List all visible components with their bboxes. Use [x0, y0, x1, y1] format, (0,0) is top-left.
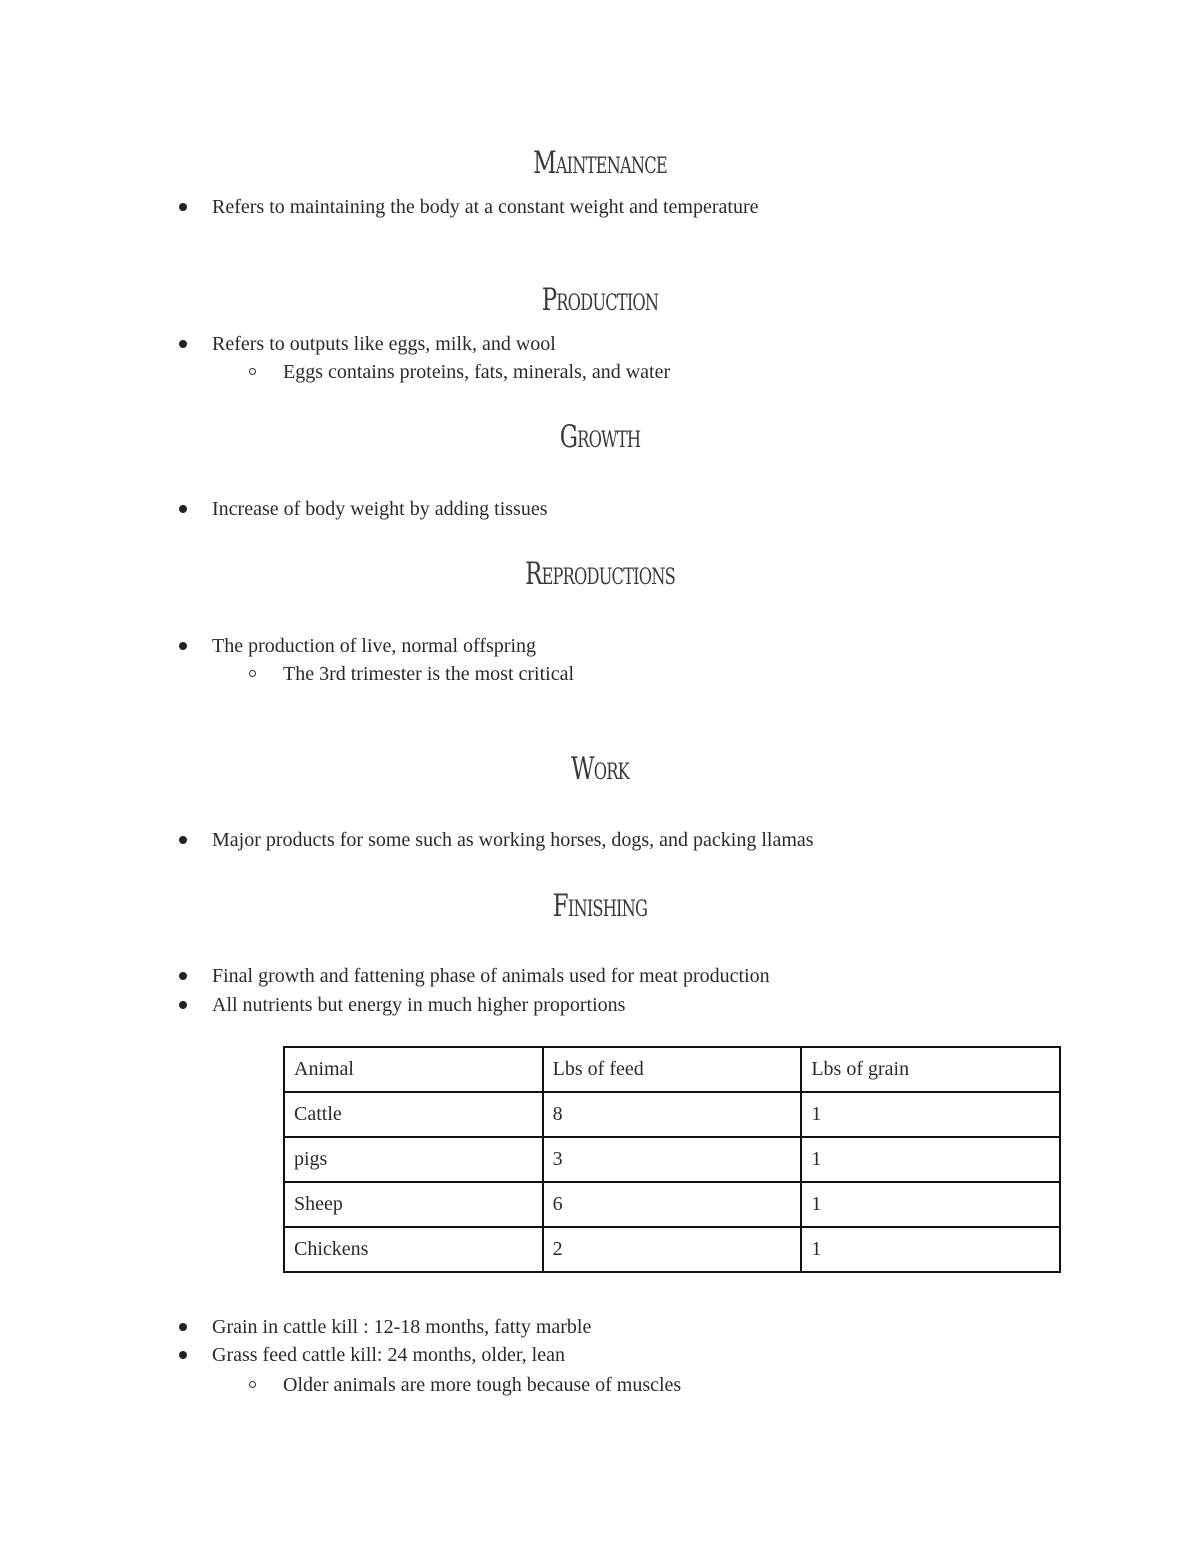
list-item: Grain in cattle kill : 12-18 months, fatty marble [212, 1316, 592, 1338]
table-cell: Chickens [284, 1227, 543, 1272]
table-cell: 8 [543, 1092, 802, 1137]
bullet-icon [179, 203, 187, 211]
table-cell: 1 [801, 1137, 1060, 1182]
list-item: All nutrients but energy in much higher proportions [212, 994, 626, 1016]
sub-bullet-icon [249, 368, 256, 375]
sub-list-item: Older animals are more tough because of muscles [283, 1374, 682, 1396]
table-row [284, 1137, 1060, 1182]
table-cell: Cattle [284, 1092, 543, 1137]
bullet-icon [179, 505, 187, 513]
heading-maintenance: Maintenance [533, 145, 667, 181]
table-row [284, 1227, 1060, 1272]
table-header-cell: Lbs of grain [801, 1047, 1060, 1092]
list-item: Final growth and fattening phase of animals used for meat production [212, 965, 770, 987]
heading-production: Production [541, 282, 659, 318]
sub-bullet-icon [249, 1381, 256, 1388]
feed-table [283, 1046, 1061, 1273]
bullet-icon [179, 836, 187, 844]
list-item: Refers to maintaining the body at a constant weight and temperature [212, 196, 759, 218]
bullet-icon [179, 642, 187, 650]
bullet-icon [179, 1351, 187, 1359]
bullet-icon [179, 1323, 187, 1331]
list-item: The production of live, normal offspring [212, 635, 537, 657]
sub-list-item: The 3rd trimester is the most critical [283, 663, 575, 685]
table-cell: pigs [284, 1137, 543, 1182]
table-cell: Sheep [284, 1182, 543, 1227]
table-cell: 2 [543, 1227, 802, 1272]
table-header-row [284, 1047, 1060, 1092]
heading-finishing: Finishing [552, 888, 648, 924]
bullet-icon [179, 1001, 187, 1009]
list-item: Refers to outputs like eggs, milk, and wool [212, 333, 556, 355]
bullet-icon [179, 972, 187, 980]
table-cell: 6 [543, 1182, 802, 1227]
list-item: Grass feed cattle kill: 24 months, older, lean [212, 1344, 565, 1366]
table-cell: 3 [543, 1137, 802, 1182]
table-cell: 1 [801, 1182, 1060, 1227]
sub-list-item: Eggs contains proteins, fats, minerals, and water [283, 361, 671, 383]
sub-bullet-icon [249, 670, 256, 677]
list-item: Major products for some such as working horses, dogs, and packing llamas [212, 829, 814, 851]
heading-work: Work [571, 751, 629, 787]
table-cell: 1 [801, 1092, 1060, 1137]
table-row [284, 1182, 1060, 1227]
heading-growth: Growth [559, 419, 641, 455]
table-header-cell: Animal [284, 1047, 543, 1092]
table-row [284, 1092, 1060, 1137]
list-item: Increase of body weight by adding tissues [212, 498, 548, 520]
bullet-icon [179, 340, 187, 348]
table-header-cell: Lbs of feed [543, 1047, 802, 1092]
heading-reproductions: Reproductions [525, 556, 675, 592]
table-cell: 1 [801, 1227, 1060, 1272]
